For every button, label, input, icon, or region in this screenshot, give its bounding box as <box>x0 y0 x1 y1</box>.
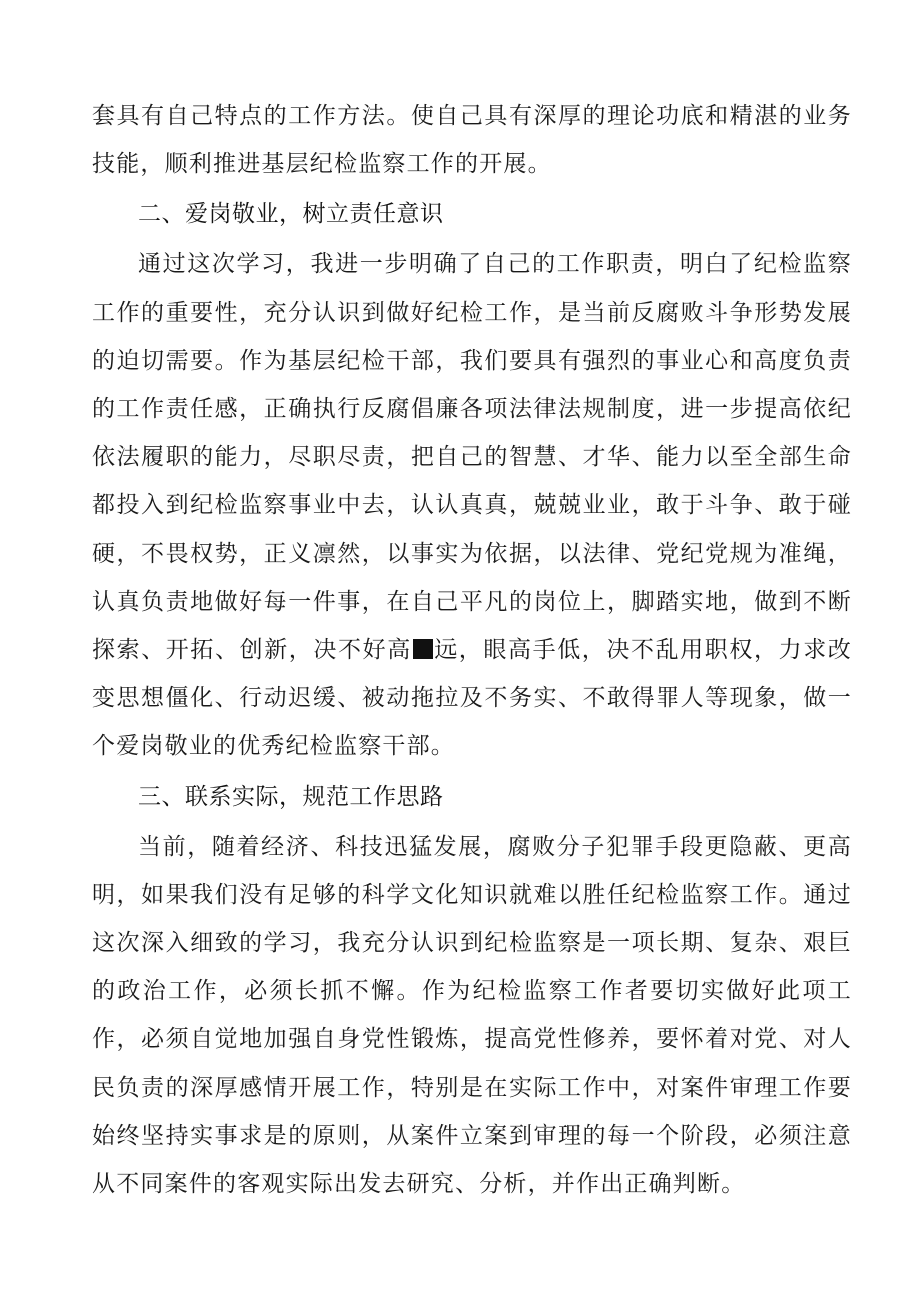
section-2-text-part1: 通过这次学习，我进一步明确了自己的工作职责，明白了纪检监察工作的重要性，充分认识到做好纪检工作，是当前反腐败斗争形势发展的迫切需要。作为基层纪检干部，我们要具有强烈的事业心和高度负责的工作责任感，正确执行反腐倡廉各项法律法规制度，进一步提高依纪依法履职的能力，尽职尽责，把自己的智慧、才华、能力以至全部生命都投入到纪检监察事业中去，认认真真，兢兢业业，敢于斗争、敢于碰硬，不畏权势，正义凛然，以事实为依据，以法律、党纪党规为准绳，认真负责地做好每一件事，在自己平凡的岗位上，脚踏实地，做到不断探索、开拓、创新，决不好高 <box>92 251 852 664</box>
paragraph-section-3: 当前，随着经济、科技迅猛发展，腐败分子犯罪手段更隐蔽、更高明，如果我们没有足够的科学文化知识就难以胜任纪检监察工作。通过这次深入细致的学习，我充分认识到纪检监察是一项长期、复杂、艰巨的政治工作，必须长抓不懈。作为纪检监察工作者要切实做好此项工作，必须自觉地加强自身党性锻炼，提高党性修养，要怀着对党、对人民负责的深厚感情开展工作，特别是在实际工作中，对案件审理工作要始终坚持实事求是的原则，从案件立案到审理的每一个阶段，必须注意从不同案件的客观实际出发去研究、分析，并作出正确判断。 <box>92 833 852 1198</box>
section-2-heading: 二、爱岗敬业，树立责任意识 <box>138 201 444 228</box>
document-body <box>92 92 852 1208</box>
paragraph-section-2 <box>92 240 852 770</box>
section-2-text-part2: 远，眼高手低，决不乱用职权，力求改变思想僵化、行动迟缓、被动拖拉及不务实、不敢得罪人等现象，做一个爱岗敬业的优秀纪检监察干部。 <box>92 637 852 760</box>
redaction-block <box>413 639 433 659</box>
paragraph-intro: 套具有自己特点的工作方法。使自己具有深厚的理论功底和精湛的业务技能，顺利推进基层纪检监察工作的开展。 <box>92 103 852 178</box>
section-3-heading: 三、联系实际，规范工作思路 <box>138 783 444 810</box>
